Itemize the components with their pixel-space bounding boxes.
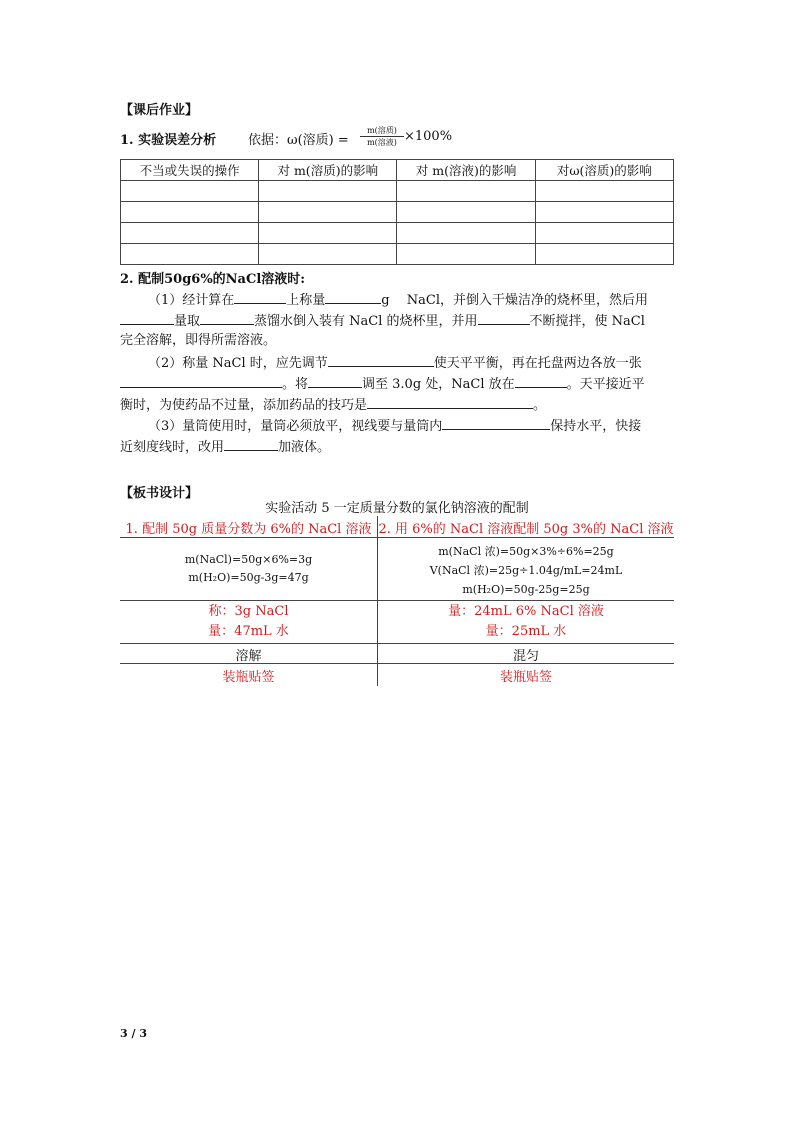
text: （3）量筒使用时，量筒必须放平，视线要与量筒内 [148,419,443,434]
table-cell[interactable] [121,244,259,265]
table-cell[interactable] [121,181,259,202]
board-left-calc [120,551,377,587]
formula-basis: 依据：ω(溶质) = [248,133,349,148]
text: 。天平接近平 [566,377,645,392]
q2-line-2 [120,310,645,332]
calc-line: m(H₂O)=50g-25g=25g [462,583,590,596]
formula-denominator: m(溶液) [367,138,397,147]
table-header-cell: 对 m(溶质)的影响 [259,160,397,181]
text: g NaCl，并倒入干燥洁净的烧杯里，然后用 [381,293,648,308]
table-header-row [121,160,674,181]
table-rule [120,643,674,644]
text: （1）经计算在 [148,293,235,308]
table-rule [120,663,674,664]
blank-9[interactable] [515,373,567,388]
table-cell[interactable] [535,244,673,265]
measure-line: 称：3g NaCl [208,604,289,619]
measure-line: 量：25mL 水 [485,624,567,639]
table-rule [120,600,674,601]
table-row [121,181,674,202]
blank-7[interactable] [120,373,282,388]
table-cell[interactable] [397,202,535,223]
blank-1[interactable] [234,289,286,304]
blank-3[interactable] [120,310,174,325]
homework-heading: 【课后作业】 [120,103,199,118]
calc-line: V(NaCl 浓)=25g÷1.04g/mL=24mL [429,564,623,577]
board-right-calc [378,542,674,599]
table-cell[interactable] [397,244,535,265]
table-cell[interactable] [535,202,673,223]
table-header-cell: 对ω(溶质)的影响 [535,160,673,181]
text: 上称量 [286,293,326,308]
page-number: 3 / 3 [120,1027,147,1040]
calc-line: m(H₂O)=50g-3g=47g [188,571,309,584]
text: 近刻度线时，改用 [120,440,225,455]
calc-line: m(NaCl 浓)=50g×3%÷6%=25g [438,545,614,558]
blank-10[interactable] [367,394,533,409]
board-right-step: 混匀 [512,649,539,664]
text: 加液体。 [278,440,331,455]
error-analysis-table [120,159,674,265]
q2-line-8 [120,436,330,458]
table-rule [120,537,674,538]
measure-line: 量：24mL 6% NaCl 溶液 [448,604,604,619]
blank-5[interactable] [478,310,530,325]
table-cell[interactable] [535,181,673,202]
blank-12[interactable] [224,436,278,451]
text: 调至 3.0g 处，NaCl 放在 [362,377,515,392]
table-cell[interactable] [397,223,535,244]
board-right-header: 2. 用 6%的 NaCl 溶液配制 50g 3%的 NaCl 溶液 [378,522,674,537]
table-cell[interactable] [121,202,259,223]
board-left-measure [120,602,377,642]
table-row [121,244,674,265]
text: 量取 [174,314,201,329]
table-row [121,223,674,244]
measure-line: 量：47mL 水 [208,624,289,639]
text: 完全溶解，即得所需溶液。 [120,333,277,348]
table-cell[interactable] [259,244,397,265]
formula-tail: ×100% [404,129,453,144]
q2-line-4 [148,352,642,374]
text: 保持水平，快接 [550,419,642,434]
q2-line-7 [148,415,641,437]
q2-line-6 [120,394,546,416]
table-header-cell: 不当或失误的操作 [121,160,259,181]
question-1-title: 1. 实验误差分析 [120,133,217,148]
table-cell[interactable] [259,223,397,244]
text: 衡时，为使药品不过量，添加药品的技巧是 [120,398,368,413]
table-cell[interactable] [259,202,397,223]
blank-2[interactable] [325,289,381,304]
table-header-cell: 对 m(溶液)的影响 [397,160,535,181]
table-cell[interactable] [397,181,535,202]
formula-numerator: m(溶质) [360,125,404,137]
q2-line-3 [120,331,276,351]
blank-11[interactable] [442,415,550,430]
table-row [121,202,674,223]
blank-6[interactable] [328,352,434,367]
text: 。将 [282,377,309,392]
text: 。 [533,398,547,413]
board-title: 实验活动 5 一定质量分数的氯化钠溶液的配制 [265,501,529,516]
blank-4[interactable] [200,310,254,325]
board-left-header: 1. 配制 50g 质量分数为 6%的 NaCl 溶液 [125,522,372,537]
table-cell[interactable] [259,181,397,202]
board-heading: 【板书设计】 [120,486,199,501]
text: （2）称量 NaCl 时，应先调节 [148,356,328,371]
text: 蒸馏水倒入装有 NaCl 的烧杯里，并用 [254,314,478,329]
q2-line-5 [120,373,645,395]
board-left-step: 溶解 [235,649,262,664]
question-2-title: 2. 配制50g6%的NaCl溶液时: [120,272,306,287]
text: 使天平平衡，再在托盘两边各放一张 [433,356,642,371]
board-left-final: 装瓶贴签 [222,670,275,685]
text: 不断搅拌，使 NaCl [529,314,645,329]
calc-line: m(NaCl)=50g×6%=3g [184,553,313,566]
board-right-final: 装瓶贴签 [499,670,552,685]
table-cell[interactable] [121,223,259,244]
q2-line-1 [148,289,648,311]
blank-8[interactable] [308,373,362,388]
board-right-measure [378,602,674,642]
table-cell[interactable] [535,223,673,244]
